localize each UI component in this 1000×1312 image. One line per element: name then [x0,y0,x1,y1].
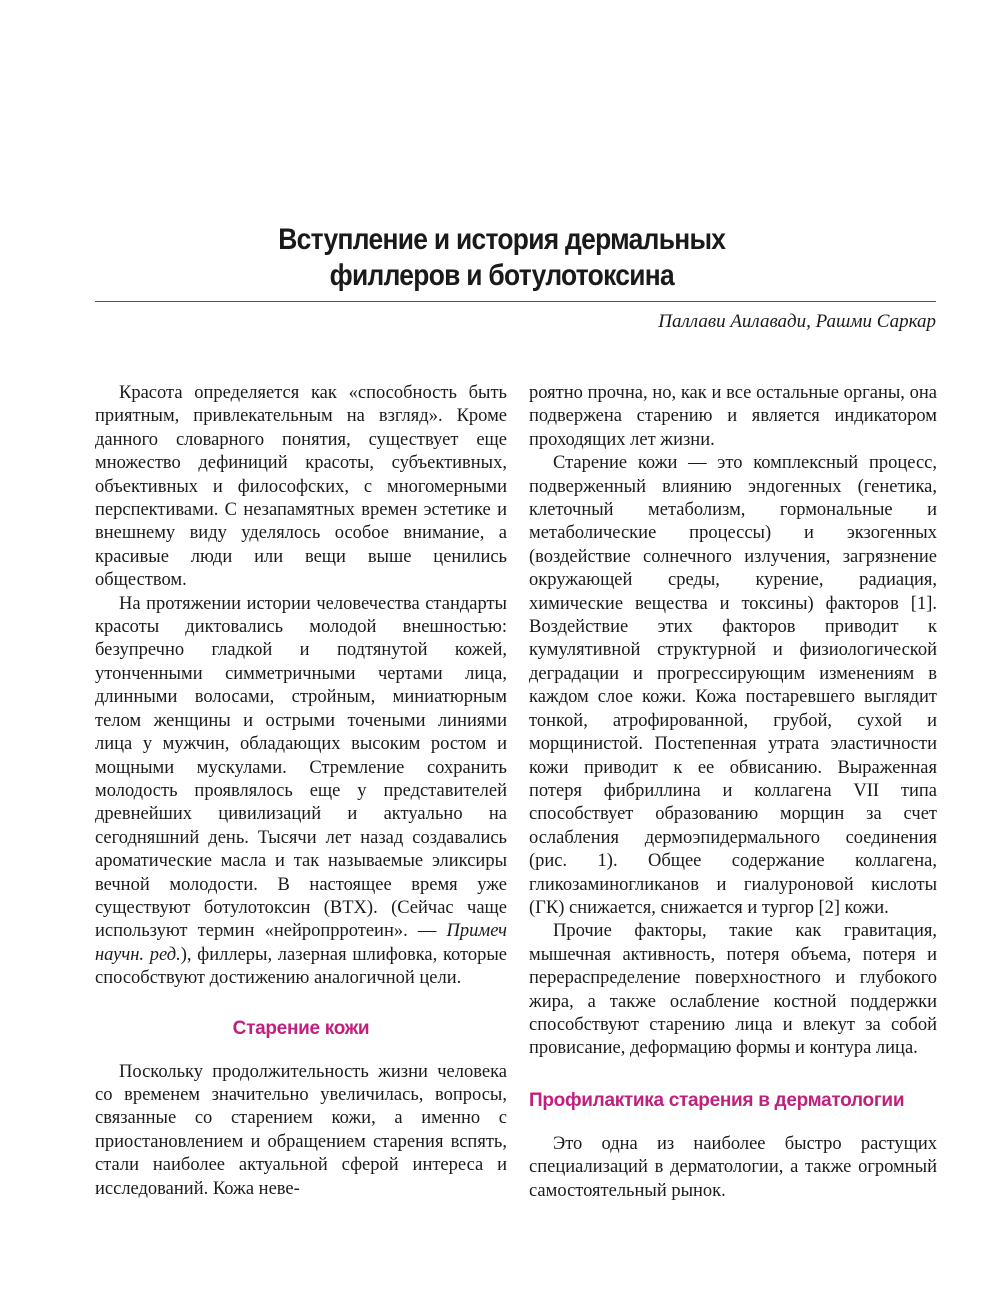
paragraph-beauty-history [95,593,507,991]
paragraph-beauty-definition: Красота определяется как «способность быть приятным, привлекательным на взгляд». Кроме данного словарного понятия, существует еще множество дефиниций красоты, субъективных, объективных и философских, с многомерными перспективами. С незапамятных времен эстетике и внешнему виду уделялось особое внимание, а красивые люди или вещи выше ценились обществом. [95,383,507,591]
title-divider [95,301,936,302]
section-heading-skin-aging: Старение кожи [232,1017,370,1039]
paragraph-prevention: Это одна из наиболее быстро растущих специализаций в дерматологии, а также огромный самостоятельный рынок. [529,1133,937,1201]
title-line-1: Вступление и история дермальных [278,223,726,256]
authors: Паллави Аилавади, Рашми Саркар [658,311,936,332]
paragraph-aging-factors: Старение кожи — это комплексный процесс, подверженный влиянию эндогенных (генетика, клеточный метаболизм, гормональные и метаболические процессы) и экзогенных (воздействие солнечного излучения, загрязнение окружающей среды, курение, радиация, химические вещества и токсины) факторов [1]. Воздействие этих факторов приводит к кумулятивной структурной и физиологической деградации и прогрессирующим изменениям в каждом слое кожи. Кожа постаревшего выглядит тонкой, атрофированной, грубой, сухой и морщинистой. Постепенная утрата эластичности кожи приводит к ее обвисанию. Выраженная потеря фибриллина и коллагена VII типа способствует образованию морщин за счет ослабления дермоэпидермального соединения (рис. 1). Общее содержание коллагена, гликозаминогликанов и гиалуроновой кислоты (ГК) снижается, снижается и тургор [2] кожи. [529,453,937,918]
title-line-2: филлеров и ботулотоксина [329,259,674,292]
left-column [95,382,507,1201]
right-column [529,382,937,1203]
article-title [62,222,942,294]
editor-note: Примеч научн. ред. [95,921,507,965]
section-heading-prevention: Профилактика старения в дерматологии [529,1089,905,1111]
paragraph-continuation: роятно прочна, но, как и все остальные органы, она подвержена старению и является индикатором проходящих лет жизни. [529,383,937,450]
paragraph-beauty-history-end: ), филлеры, лазерная шлифовка, которые способствуют достижению аналогичной цели. [95,944,508,989]
paragraph-lifespan: Поскольку продолжительность жизни человека со временем значительно увеличилась, вопросы, связанные со старением кожи, а именно с приостановлением и обращением старения вспять, стали наиболее актуальной сферой интереса и исследований. Кожа неве- [95,1061,507,1199]
paragraph-other-factors: Прочие факторы, такие как гравитация, мышечная активность, потеря объема, потеря и перераспределение поверхностного и глубокого жира, а также ослабление костной поддержки способствуют старению лица и влекут за собой провисание, деформацию формы и контура лица. [529,921,937,1059]
paragraph-beauty-history-text: На протяжении истории человечества стандарты красоты диктовались молодой внешностью: безупречно гладкой и подтянутой кожей, утонченными симметричными чертами лица, длинными волосами, стройным, миниатюрным телом женщины и острыми точеными линиями лица у мужчин, обладающих высоким ростом и мощными мускулами. Стремление сохранить молодость проявлялось еще у представителей древнейших цивилизаций и актуально на сегодняшний день. Тысячи лет назад создавались ароматические масла и так называемые эликсиры вечной молодости. В настоящее время уже существуют ботулотоксин (BTX). (Сейчас чаще используют термин «нейропрротеин». — [95,593,507,942]
